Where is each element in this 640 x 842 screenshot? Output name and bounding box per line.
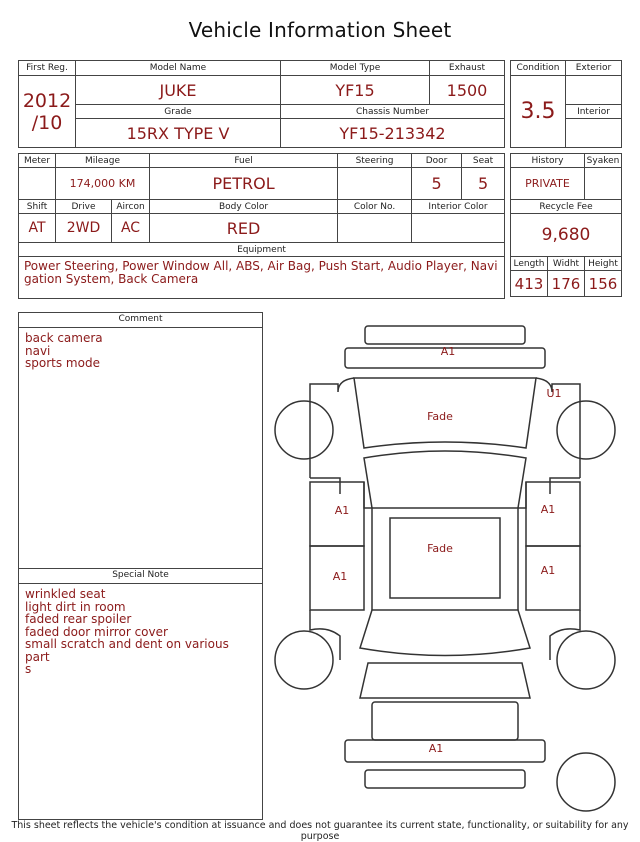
rear-bumper-mark: A1 <box>428 742 444 755</box>
body-color-value: RED <box>150 214 338 243</box>
interior-color-value <box>412 214 505 243</box>
tailgate-lower-outline <box>372 702 518 740</box>
steering-value <box>338 168 412 200</box>
drive-value: 2WD <box>56 214 112 243</box>
comment-text <box>19 328 262 374</box>
model-type-label: Model Type <box>281 61 430 76</box>
interior-color-label: Interior Color <box>412 200 505 214</box>
first-reg-month: /10 <box>31 111 63 134</box>
chassis-number-label: Chassis Number <box>281 105 505 119</box>
seat-value: 5 <box>462 168 505 200</box>
right-rear-door-mark: A1 <box>540 564 556 577</box>
rear-window-outline <box>360 610 530 656</box>
interior-label: Interior <box>566 105 622 119</box>
special-note-line: light dirt in room <box>25 599 126 614</box>
model-name-value: JUKE <box>76 76 281 105</box>
length-value: 413 <box>511 271 548 297</box>
interior-value <box>566 119 622 148</box>
comment-line: back camera <box>25 331 103 345</box>
left-front-door-mark: A1 <box>334 504 350 517</box>
details-table <box>18 153 505 299</box>
special-note-line: s <box>25 662 32 676</box>
equipment-label: Equipment <box>19 243 505 257</box>
width-value: 176 <box>548 271 585 297</box>
roof-outline <box>390 518 500 598</box>
rear-right-wheel-icon <box>557 631 615 689</box>
condition-label: Condition <box>511 61 566 76</box>
color-no-label: Color No. <box>338 200 412 214</box>
grade-label: Grade <box>76 105 281 119</box>
rear-left-wheel-icon <box>275 631 333 689</box>
fuel-label: Fuel <box>150 154 338 168</box>
special-note-line: small scratch and dent on various part <box>25 637 229 664</box>
spare-wheel-icon <box>557 753 615 811</box>
history-table <box>510 153 622 297</box>
aircon-label: Aircon <box>112 200 150 214</box>
syaken-label: Syaken <box>585 154 622 168</box>
comment-line: sports mode <box>25 356 100 370</box>
front-right-fender-mark: U1 <box>546 387 562 400</box>
front-right-wheel-icon <box>557 401 615 459</box>
color-no-value <box>338 214 412 243</box>
front-left-fender-outline <box>310 378 354 478</box>
exterior-label: Exterior <box>566 61 622 76</box>
disclaimer-footer: This sheet reflects the vehicle's condition at issuance and does not guarantee its current state, functionality, or suitability for any purpose <box>11 820 629 842</box>
right-front-door-mark: A1 <box>540 503 556 516</box>
tailgate-outline <box>360 663 530 698</box>
special-note-line: wrinkled seat <box>25 587 106 601</box>
equipment-value: Power Steering, Power Window All, ABS, Air Bag, Push Start, Audio Player, Navigation System, Back Camera <box>19 257 505 299</box>
meter-label: Meter <box>19 154 56 168</box>
chassis-number-value: YF15-213342 <box>281 119 505 148</box>
notes-panel <box>18 312 263 820</box>
aircon-value: AC <box>112 214 150 243</box>
exterior-value <box>566 76 622 105</box>
history-value: PRIVATE <box>511 168 585 200</box>
model-name-label: Model Name <box>76 61 281 76</box>
roof-mark: Fade <box>427 542 453 555</box>
special-note-line: faded rear spoiler <box>25 612 132 626</box>
sheet-title: Vehicle Information Sheet <box>188 18 452 42</box>
recycle-fee-value: 9,680 <box>511 214 622 257</box>
exhaust-label: Exhaust <box>430 61 505 76</box>
syaken-value <box>585 168 622 200</box>
hood-mark: Fade <box>427 410 453 423</box>
first-reg-label: First Reg. <box>19 61 76 76</box>
rear-right-quarter-outline <box>550 610 580 660</box>
body-color-label: Body Color <box>150 200 338 214</box>
shift-value: AT <box>19 214 56 243</box>
front-left-wheel-icon <box>275 401 333 459</box>
right-rear-door-outline <box>526 546 580 610</box>
special-note-text <box>19 584 262 680</box>
comment-header: Comment <box>19 313 262 328</box>
front-bumper-top-outline <box>365 326 525 344</box>
steering-label: Steering <box>338 154 412 168</box>
left-rear-door-mark: A1 <box>332 570 348 583</box>
condition-value: 3.5 <box>511 76 566 148</box>
door-label: Door <box>412 154 462 168</box>
history-label: History <box>511 154 585 168</box>
grade-value: 15RX TYPE V <box>76 119 281 148</box>
rear-left-quarter-outline <box>310 610 340 660</box>
first-reg-year: 2012 <box>22 89 72 112</box>
special-note-line: faded door mirror cover <box>25 624 168 639</box>
height-value: 156 <box>585 271 622 297</box>
comment-line: navi <box>25 343 51 358</box>
seat-label: Seat <box>462 154 505 168</box>
main-info-table <box>18 60 505 148</box>
shift-label: Shift <box>19 200 56 214</box>
door-value: 5 <box>412 168 462 200</box>
condition-table <box>510 60 622 148</box>
drive-label: Drive <box>56 200 112 214</box>
recycle-fee-label: Recycle Fee <box>511 200 622 214</box>
mileage-value: 174,000 KM <box>56 168 150 200</box>
exhaust-value: 1500 <box>430 76 505 105</box>
width-label: Widht <box>548 257 585 271</box>
mileage-label: Mileage <box>56 154 150 168</box>
meter-value <box>19 168 56 200</box>
front-bumper-mark: A1 <box>440 345 456 358</box>
right-mirror-outline <box>550 478 580 494</box>
rear-bumper-bottom-outline <box>365 770 525 788</box>
windscreen-outline <box>364 451 526 508</box>
left-mirror-outline <box>310 478 340 494</box>
car-damage-diagram <box>268 318 624 818</box>
height-label: Height <box>585 257 622 271</box>
length-label: Length <box>511 257 548 271</box>
rear-bumper-outline <box>345 740 545 762</box>
comment-section <box>19 328 262 568</box>
first-reg-value <box>19 76 76 148</box>
special-note-header: Special Note <box>19 568 262 584</box>
model-type-value: YF15 <box>281 76 430 105</box>
fuel-value: PETROL <box>150 168 338 200</box>
